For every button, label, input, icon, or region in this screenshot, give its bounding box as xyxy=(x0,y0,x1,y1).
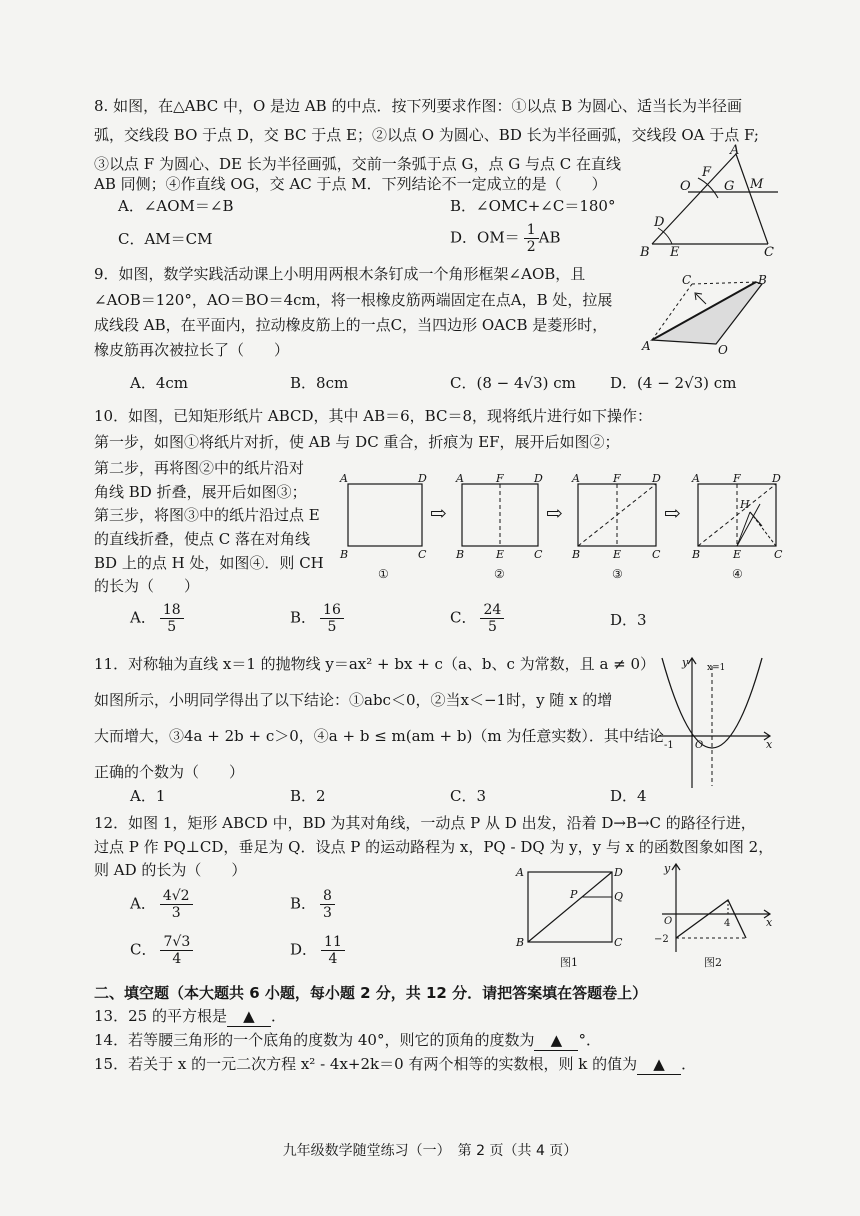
q11-label-y: y xyxy=(682,656,689,669)
q10-f1-label-d: D xyxy=(418,472,427,485)
q10-f4-label-e: E xyxy=(733,548,742,561)
q10-option-a-fraction xyxy=(160,602,184,635)
q10-f4-label-c: C xyxy=(774,548,783,561)
q12-fig1-caption: 图1 xyxy=(560,956,578,969)
q10-option-b-fraction xyxy=(320,602,344,635)
q12-option-d-fraction xyxy=(321,934,345,967)
q11-option-b: B．2 xyxy=(290,787,326,805)
q8-label-f: F xyxy=(702,165,712,180)
q10-line-8: 的长为（ ） xyxy=(94,577,200,595)
q12-option-b-fraction xyxy=(320,888,335,921)
q15-line xyxy=(94,1054,696,1075)
q10-arrow-3: ⇨ xyxy=(664,501,681,525)
q8-option-d-fraction xyxy=(524,222,539,255)
q12-option-a-label: A． xyxy=(130,894,156,913)
q12-figure-1 xyxy=(512,858,632,974)
q11-option-d: D．4 xyxy=(610,787,647,805)
q11-line-4: 正确的个数为（ ） xyxy=(94,763,245,781)
q15-text: 15．若关于 x 的一元二次方程 x² - 4x+2k＝0 有两个相等的实数根，则 k 的值为 xyxy=(94,1055,638,1073)
q12-line-2: 过点 P 作 PQ⊥CD，垂足为 Q．设点 P 的运动路程为 x，PQ - DQ 为 y，y 与 x 的函数图象如图 2， xyxy=(94,838,774,856)
q12-option-c-fraction xyxy=(160,934,193,967)
q12-f1-label-d: D xyxy=(614,866,623,879)
q10-option-c-num: 24 xyxy=(480,602,504,619)
q9-option-b: B．8cm xyxy=(290,374,349,392)
q10-f3-label-c: C xyxy=(652,548,661,561)
q9-label-c: C xyxy=(682,273,692,287)
q10-f1-label-b: B xyxy=(340,548,349,561)
q10-option-a-num: 18 xyxy=(160,602,184,619)
q13-line xyxy=(94,1006,286,1027)
q8-option-b: B．∠OMC+∠C＝180° xyxy=(450,197,616,215)
q9-option-d: D．(4 − 2√3) cm xyxy=(610,374,737,392)
q8-label-m: M xyxy=(750,177,764,192)
q12-option-c-label: C． xyxy=(130,940,157,959)
q10-f4-label-d: D xyxy=(772,472,781,485)
q14-text: 14．若等腰三角形的一个底角的度数为 40°，则它的顶角的度数为 xyxy=(94,1031,535,1049)
q10-caption-4: ④ xyxy=(732,567,743,581)
q10-line-7: BD 上的点 H 处，如图④．则 CH xyxy=(94,554,324,572)
q10-caption-1: ① xyxy=(378,567,389,581)
q10-option-b-num: 16 xyxy=(320,602,344,619)
q12-f1-label-b: B xyxy=(516,936,525,949)
q12-option-a-fraction xyxy=(160,888,193,921)
q10-f3-label-d: D xyxy=(652,472,661,485)
q10-f2-label-d: D xyxy=(534,472,543,485)
q8-option-c: C．AM＝CM xyxy=(118,230,213,248)
q10-arrow-2: ⇨ xyxy=(546,501,563,525)
q9-label-a: A xyxy=(642,339,651,353)
q10-line-4: 角线 BD 折叠，展开后如图③； xyxy=(94,483,307,501)
q8-line-3: ③以点 F 为圆心、DE 长为半径画弧，交前一条弧于点 G，点 G 与点 C 在直线 xyxy=(94,155,621,173)
q9-option-a: A．4cm xyxy=(130,374,189,392)
q10-option-d: D．3 xyxy=(610,611,647,629)
q12-option-d-label: D． xyxy=(290,940,318,959)
q10-f2-label-e: E xyxy=(496,548,505,561)
q9-line-1: 9．如图，数学实践活动课上小明用两根木条钉成一个角形框架∠AOB，且 xyxy=(94,265,586,283)
q8-label-e: E xyxy=(670,245,680,258)
q10-option-c-fraction xyxy=(480,602,504,635)
q11-label-neg1: -1 xyxy=(664,740,674,751)
q8-line-1: 8. 如图，在△ABC 中，O 是边 AB 的中点．按下列要求作图：①以点 B 为圆心、适当长为半径画 xyxy=(94,97,743,115)
q12-option-d-num: 11 xyxy=(321,934,345,951)
q12-f2-label-4: 4 xyxy=(724,918,731,929)
q9-line-3: 成线段 AB，在平面内，拉动橡皮筋上的一点C，当四边形 OACB 是菱形时， xyxy=(94,316,608,334)
q14-line xyxy=(94,1030,601,1051)
q10-f4-label-a: A xyxy=(692,472,700,485)
q12-f2-label-y: y xyxy=(664,862,671,875)
q10-f1-label-c: C xyxy=(418,548,427,561)
q12-figure-2 xyxy=(652,858,776,974)
q12-f1-label-a: A xyxy=(516,866,524,879)
q12-f1-label-c: C xyxy=(614,936,623,949)
q12-option-b-label: B． xyxy=(290,894,317,913)
q10-option-a-label: A． xyxy=(130,608,156,627)
q10-f3-label-b: B xyxy=(572,548,581,561)
q10-arrow-1: ⇨ xyxy=(430,501,447,525)
q11-parabola-figure xyxy=(652,652,776,790)
q12-line-1: 12．如图 1，矩形 ABCD 中，BD 为其对角线，一动点 P 从 D 出发，沿着 D→B→C 的路径行进， xyxy=(94,814,756,832)
q9-line-4: 橡皮筋再次被拉长了（ ） xyxy=(94,341,290,359)
q10-option-a-den: 5 xyxy=(167,619,177,635)
q11-line-3: 大而增大，③4a + 2b + c＞0，④a + b ≤ m(am + b)（m 为任意实数）．其中结论 xyxy=(94,727,664,745)
q8-option-d-suffix: AB xyxy=(538,228,561,247)
q10-f1-label-a: A xyxy=(340,472,348,485)
q10-line-6: 的直线折叠，使点 C 落在对角线 xyxy=(94,530,311,548)
q10-line-2: 第一步，如图①将纸片对折，使 AB 与 DC 重合，折痕为 EF，展开后如图②； xyxy=(94,433,620,451)
q11-label-origin: O xyxy=(695,740,704,751)
q12-f1-label-p: P xyxy=(570,888,578,901)
page-footer: 九年级数学随堂练习（一） 第 2 页（共 4 页） xyxy=(282,1143,578,1159)
q13-end: ． xyxy=(270,1007,286,1025)
q9-rhombus-figure xyxy=(640,270,780,356)
q14-end: °． xyxy=(578,1031,601,1049)
q13-answer-blank: ▲ xyxy=(227,1006,271,1027)
q12-f2-label-x: x xyxy=(766,916,773,929)
q10-caption-2: ② xyxy=(494,567,505,581)
q10-option-c-label: C． xyxy=(450,608,477,627)
q9-label-o: O xyxy=(718,343,728,356)
q8-option-a: A．∠AOM＝∠B xyxy=(118,197,234,215)
q12-option-b-den: 3 xyxy=(323,905,332,921)
q13-text: 13．25 的平方根是 xyxy=(94,1007,227,1025)
q10-f4-label-f: F xyxy=(733,472,741,485)
q10-option-c xyxy=(450,602,504,635)
q8-option-d-prefix: D．OM＝ xyxy=(450,228,520,247)
q10-line-5: 第三步，将图③中的纸片沿过点 E xyxy=(94,506,320,524)
q8-line-4: AB 同侧；④作直线 OG，交 AC 于点 M．下列结论不一定成立的是（ ） xyxy=(94,175,607,193)
q11-option-a: A．1 xyxy=(130,787,166,805)
q12-option-d-den: 4 xyxy=(328,951,338,967)
q10-f4-label-b: B xyxy=(692,548,701,561)
q10-option-c-den: 5 xyxy=(487,619,497,635)
q10-folding-figures xyxy=(338,470,788,582)
q10-f3-label-f: F xyxy=(613,472,621,485)
q12-fig2-caption: 图2 xyxy=(704,956,722,969)
q10-caption-3: ③ xyxy=(612,567,623,581)
q12-option-c-den: 4 xyxy=(172,951,182,967)
q8-label-d: D xyxy=(654,215,665,230)
q11-line-1: 11．对称轴为直线 x＝1 的抛物线 y＝ax² + bx + c（a、b、c 为常数，且 a ≠ 0） xyxy=(94,655,656,673)
q9-line-2: ∠AOB＝120°，AO＝BO＝4cm，将一根橡皮筋两端固定在点A，B 处，拉展 xyxy=(94,291,613,309)
q12-f2-label-origin: O xyxy=(664,916,673,927)
q8-label-a: A xyxy=(730,143,740,158)
q10-f3-label-e: E xyxy=(613,548,622,561)
q10-option-b-den: 5 xyxy=(327,619,337,635)
q12-option-c xyxy=(130,934,193,967)
q10-line-3: 第二步，再将图②中的纸片沿对 xyxy=(94,459,305,477)
q10-f4-label-h: H xyxy=(740,498,750,511)
q11-label-x: x xyxy=(766,738,773,751)
q15-end: ． xyxy=(681,1055,697,1073)
q11-label-axis: x=1 xyxy=(707,663,726,673)
q12-option-c-num: 7√3 xyxy=(160,934,193,951)
q12-f2-label-neg2: −2 xyxy=(654,934,669,945)
q8-option-d xyxy=(450,222,560,255)
q10-f2-label-a: A xyxy=(456,472,464,485)
q10-f2-label-b: B xyxy=(456,548,465,561)
q14-answer-blank: ▲ xyxy=(534,1030,578,1051)
q8-line-2: 弧，交线段 BO 于点 D，交 BC 于点 E；②以点 O 为圆心、BD 长为半径画弧，交线段 OA 于点 F; xyxy=(94,126,759,144)
q11-line-2: 如图所示，小明同学得出了以下结论：①abc＜0，②当x＜−1时，y 随 x 的增 xyxy=(94,691,613,709)
q8-label-b: B xyxy=(640,245,650,258)
q10-f3-label-a: A xyxy=(572,472,580,485)
q8-option-d-den: 2 xyxy=(526,239,536,255)
q8-label-c: C xyxy=(764,245,774,258)
q10-option-a xyxy=(130,602,184,635)
q12-option-a xyxy=(130,888,193,921)
q12-option-d xyxy=(290,934,345,967)
q12-f1-label-q: Q xyxy=(614,890,624,903)
q9-option-c: C．(8 − 4√3) cm xyxy=(450,374,576,392)
q12-option-a-num: 4√2 xyxy=(160,888,193,905)
section-2-heading: 二、填空题（本大题共 6 小题，每小题 2 分，共 12 分．请把答案填在答题卷上） xyxy=(94,984,648,1002)
q10-line-1: 10．如图，已知矩形纸片 ABCD，其中 AB＝6，BC＝8，现将纸片进行如下操作： xyxy=(94,407,652,425)
q12-option-a-den: 3 xyxy=(171,905,181,921)
q10-f2-label-f: F xyxy=(496,472,504,485)
q12-option-b-num: 8 xyxy=(320,888,335,905)
q15-answer-blank: ▲ xyxy=(637,1054,681,1075)
q8-label-o: O xyxy=(680,179,691,194)
q11-option-c: C．3 xyxy=(450,787,487,805)
q8-option-d-num: 1 xyxy=(524,222,539,239)
q10-option-b-label: B． xyxy=(290,608,317,627)
q10-option-b xyxy=(290,602,344,635)
q8-triangle-figure xyxy=(638,140,788,258)
q8-label-g: G xyxy=(724,179,735,194)
q9-label-b: B xyxy=(758,273,767,287)
q12-option-b xyxy=(290,888,335,921)
q12-line-3: 则 AD 的长为（ ） xyxy=(94,861,247,879)
q10-f2-label-c: C xyxy=(534,548,543,561)
